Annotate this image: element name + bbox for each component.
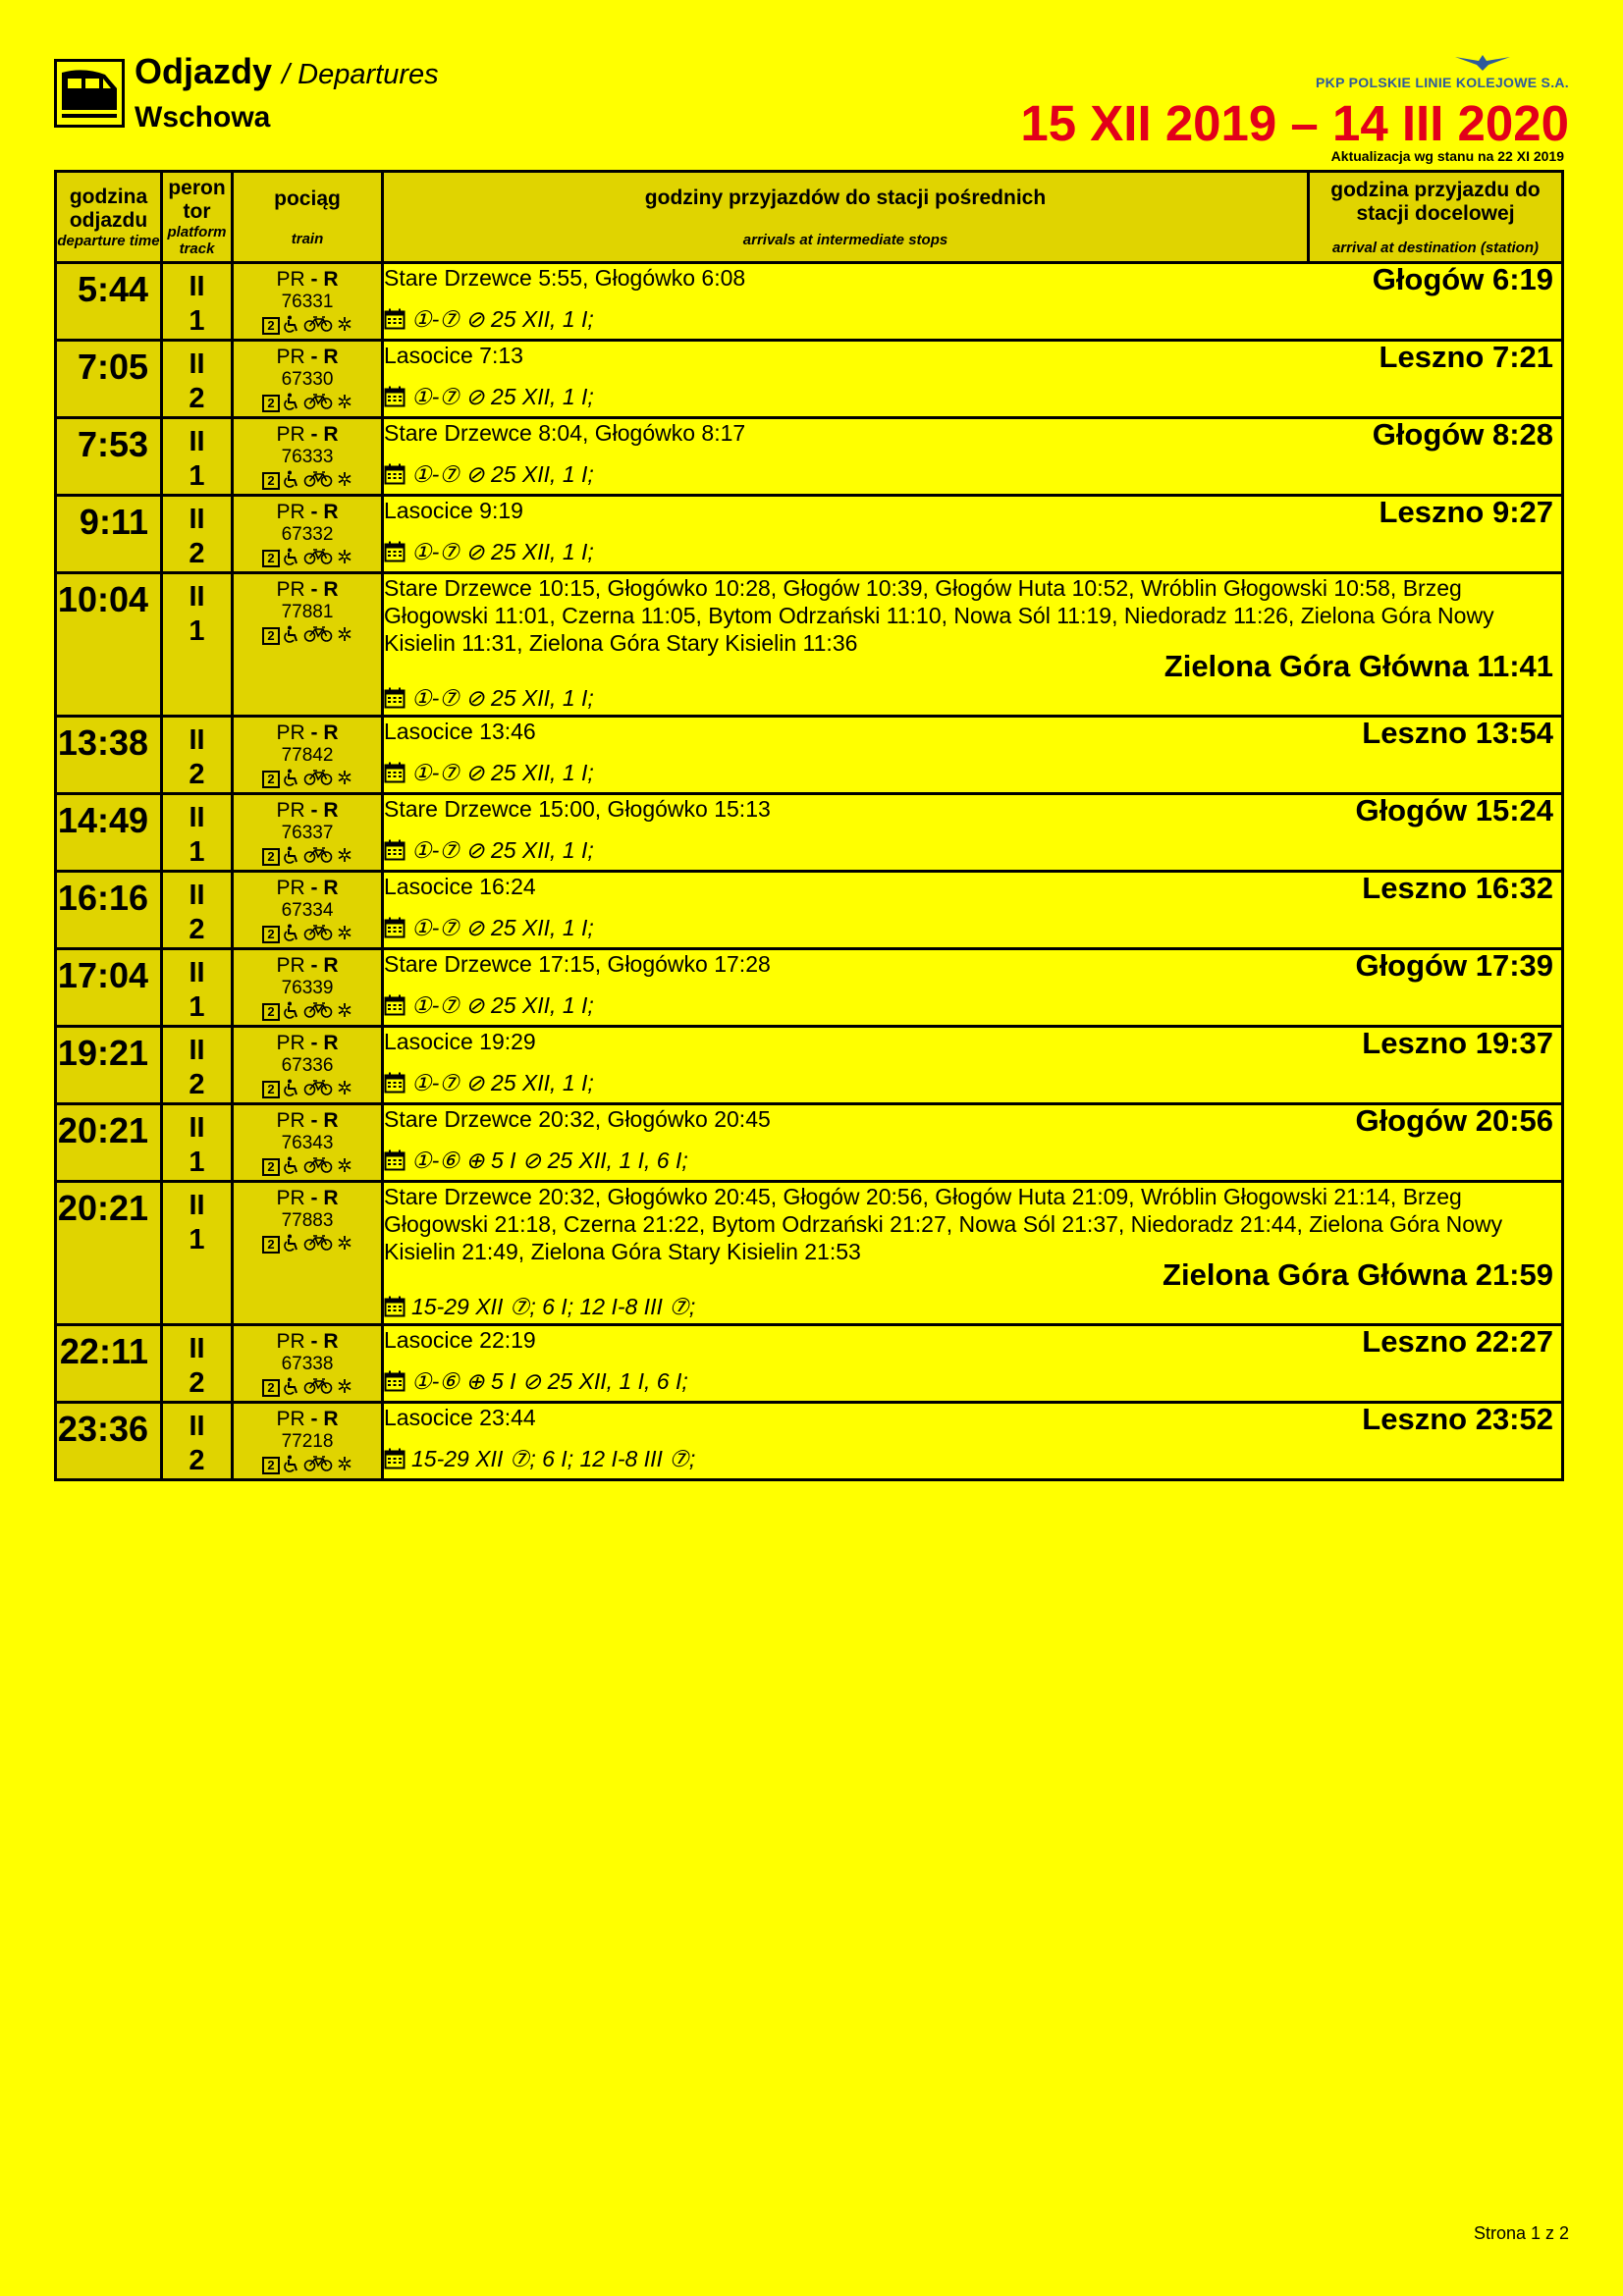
operating-days: ①-⑦ ⊘ 25 XII, 1 I; [384, 383, 1561, 413]
destination-arrival: Głogów 17:39 [1355, 948, 1553, 983]
bicycle-icon [303, 846, 333, 869]
train-cell [233, 717, 383, 794]
departure-time: 17:04 [57, 955, 148, 995]
train-services [234, 470, 381, 492]
operating-days: ①-⑦ ⊘ 25 XII, 1 I; [384, 1069, 1561, 1099]
header-intermediate-stops: godziny przyjazdów do stacji pośrednich arrivals at intermediate stops [383, 172, 1309, 263]
platform: II [189, 1190, 205, 1221]
platform-track-cell [162, 1027, 233, 1104]
track: 2 [189, 1445, 205, 1476]
train-category: PR - R [276, 954, 339, 977]
table-row [56, 1182, 1563, 1325]
platform-track-cell [162, 573, 233, 717]
air-conditioning-icon [337, 847, 352, 868]
wheelchair-icon [284, 1001, 299, 1024]
operating-days: ①-⑦ ⊘ 25 XII, 1 I; [384, 836, 1561, 867]
table-row [56, 263, 1563, 341]
train-services [234, 548, 381, 569]
departure-time-cell [56, 949, 162, 1027]
table-row [56, 1325, 1563, 1403]
platform-track-cell [162, 496, 233, 573]
train-category: PR - R [276, 578, 339, 601]
table-row [56, 341, 1563, 418]
train-number: 76343 [281, 1133, 334, 1153]
second-class-icon: 2 [262, 395, 280, 412]
second-class-icon: 2 [262, 1457, 280, 1474]
stops-cell [383, 263, 1563, 341]
destination-arrival: Leszno 19:37 [1362, 1026, 1553, 1060]
platform-track-cell [162, 418, 233, 496]
intermediate-stops: Stare Drzewce 15:00, Głogówko 15:13 [384, 796, 771, 822]
platform-track-cell [162, 794, 233, 872]
destination-arrival: Głogów 15:24 [1355, 793, 1553, 828]
stops-cell [383, 717, 1563, 794]
departure-time: 7:53 [77, 424, 148, 464]
train-services [234, 1377, 381, 1399]
train-cell [233, 949, 383, 1027]
train-number: 67334 [281, 900, 334, 921]
train-category: PR - R [276, 1330, 339, 1353]
stops-cell [383, 1027, 1563, 1104]
wheelchair-icon [284, 393, 299, 415]
page-number: Strona 1 z 2 [1473, 2223, 1569, 2243]
table-row [56, 949, 1563, 1027]
operating-days: ①-⑦ ⊘ 25 XII, 1 I; [384, 991, 1561, 1022]
intermediate-stops: Stare Drzewce 10:15, Głogówko 10:28, Głogów 10:39, Głogów Huta 10:52, Wróblin Głogowski 10:58, Brzeg Głogowski 11:01, Czerna 11:05, Bytom Odrzański 11:10, Nowa Sól 11:19, Niedoradz 11:26, Zielona Góra Nowy Kisielin 11:31, Zielona Góra Stary Kisielin 11:36 [384, 575, 1494, 656]
bicycle-icon [303, 1377, 333, 1400]
intermediate-stops: Lasocice 7:13 [384, 343, 523, 368]
platform: II [189, 724, 205, 756]
departure-time-cell [56, 496, 162, 573]
table-row [56, 1403, 1563, 1480]
train-number: 76331 [281, 292, 334, 312]
table-row [56, 573, 1563, 717]
bicycle-icon [303, 625, 333, 648]
train-category: PR - R [276, 721, 339, 744]
train-cell [233, 1325, 383, 1403]
departure-time: 9:11 [79, 502, 148, 542]
air-conditioning-icon [337, 394, 352, 414]
air-conditioning-icon [337, 549, 352, 569]
train-cell [233, 496, 383, 573]
bicycle-icon [303, 1001, 333, 1024]
departures-table [54, 170, 1564, 1481]
air-conditioning-icon [337, 1080, 352, 1100]
pkp-wings-icon [1453, 51, 1512, 73]
second-class-icon: 2 [262, 1003, 280, 1021]
title-pl: Odjazdy [135, 51, 273, 91]
operating-days: ①-⑦ ⊘ 25 XII, 1 I; [384, 684, 1561, 715]
stops-cell [383, 496, 1563, 573]
departure-time: 20:21 [57, 1110, 148, 1150]
platform: II [189, 504, 205, 535]
validity-period: 15 XII 2019 – 14 III 2020 [1020, 95, 1569, 151]
operating-days: ①-⑦ ⊘ 25 XII, 1 I; [384, 305, 1561, 336]
train-category: PR - R [276, 1109, 339, 1132]
bicycle-icon [303, 393, 333, 415]
intermediate-stops: Stare Drzewce 20:32, Głogówko 20:45 [384, 1106, 771, 1132]
train-cell [233, 263, 383, 341]
station-name: Wschowa [135, 101, 271, 133]
train-cell [233, 418, 383, 496]
train-number: 77842 [281, 745, 334, 766]
second-class-icon: 2 [262, 317, 280, 335]
track: 2 [189, 759, 205, 790]
track: 2 [189, 1367, 205, 1399]
calendar-icon [384, 762, 406, 789]
intermediate-stops: Stare Drzewce 8:04, Głogówko 8:17 [384, 420, 746, 446]
track: 1 [189, 305, 205, 337]
destination-arrival: Zielona Góra Główna 11:41 [1163, 649, 1553, 683]
wheelchair-icon [284, 470, 299, 493]
train-category: PR - R [276, 1408, 339, 1430]
intermediate-stops: Lasocice 9:19 [384, 498, 523, 523]
departure-time-cell [56, 1403, 162, 1480]
table-row [56, 717, 1563, 794]
air-conditioning-icon [337, 1235, 352, 1255]
air-conditioning-icon [337, 770, 352, 790]
platform: II [189, 1112, 205, 1144]
calendar-icon [384, 308, 406, 336]
train-services [234, 1156, 381, 1178]
calendar-icon [384, 1072, 406, 1099]
train-number: 67330 [281, 369, 334, 390]
air-conditioning-icon [337, 1378, 352, 1399]
track: 1 [189, 460, 205, 492]
train-number: 77881 [281, 602, 334, 622]
table-row [56, 1027, 1563, 1104]
wheelchair-icon [284, 1234, 299, 1256]
air-conditioning-icon [337, 626, 352, 647]
departure-time: 5:44 [77, 269, 148, 309]
header-train: pociąg train [233, 172, 383, 263]
destination-arrival: Leszno 13:54 [1362, 716, 1553, 750]
bicycle-icon [303, 315, 333, 338]
departure-time: 16:16 [57, 878, 148, 918]
platform-track-cell [162, 949, 233, 1027]
bicycle-icon [303, 924, 333, 946]
train-services [234, 769, 381, 790]
table-row [56, 418, 1563, 496]
track: 2 [189, 1069, 205, 1100]
destination-arrival: Leszno 23:52 [1362, 1402, 1553, 1436]
update-note: Aktualizacja wg stanu na 22 XI 2019 [1330, 148, 1564, 164]
destination-arrival: Leszno 16:32 [1362, 871, 1553, 905]
second-class-icon: 2 [262, 1379, 280, 1397]
destination-arrival: Głogów 6:19 [1372, 262, 1553, 296]
bicycle-icon [303, 1079, 333, 1101]
platform-track-cell [162, 717, 233, 794]
train-cell [233, 794, 383, 872]
intermediate-stops: Lasocice 13:46 [384, 719, 536, 744]
operating-days: 15-29 XII ⑦; 6 I; 12 I-8 III ⑦; [384, 1445, 1561, 1475]
stops-cell [383, 1182, 1563, 1325]
platform: II [189, 348, 205, 380]
calendar-icon [384, 386, 406, 413]
track: 2 [189, 383, 205, 414]
destination-arrival: Leszno 9:27 [1379, 495, 1553, 529]
train-category: PR - R [276, 1032, 339, 1054]
departure-time: 19:21 [57, 1033, 148, 1073]
table-row [56, 872, 1563, 949]
destination-arrival: Głogów 8:28 [1372, 417, 1553, 452]
train-cell [233, 1027, 383, 1104]
operator-logo [1316, 51, 1571, 92]
header-departure-time: godzina odjazdu departure time [56, 172, 162, 263]
track: 1 [189, 991, 205, 1023]
intermediate-stops: Lasocice 23:44 [384, 1405, 536, 1430]
track: 1 [189, 836, 205, 868]
platform-track-cell [162, 341, 233, 418]
train-services [234, 315, 381, 337]
departure-time-cell [56, 341, 162, 418]
train-cell [233, 1104, 383, 1182]
second-class-icon: 2 [262, 848, 280, 866]
train-category: PR - R [276, 877, 339, 899]
air-conditioning-icon [337, 1157, 352, 1178]
operating-days: ①-⑦ ⊘ 25 XII, 1 I; [384, 759, 1561, 789]
bicycle-icon [303, 769, 333, 791]
train-services [234, 393, 381, 414]
departure-time: 13:38 [57, 722, 148, 763]
calendar-icon [384, 1448, 406, 1475]
platform: II [189, 1411, 205, 1442]
destination-arrival: Leszno 7:21 [1379, 340, 1553, 374]
platform-track-cell [162, 1182, 233, 1325]
train-category: PR - R [276, 423, 339, 446]
departure-time: 14:49 [57, 800, 148, 840]
platform: II [189, 957, 205, 988]
train-services [234, 1079, 381, 1100]
track: 1 [189, 615, 205, 647]
wheelchair-icon [284, 1455, 299, 1477]
platform: II [189, 1333, 205, 1364]
stops-cell [383, 1104, 1563, 1182]
track: 2 [189, 538, 205, 569]
departure-time-cell [56, 1104, 162, 1182]
bicycle-icon [303, 548, 333, 570]
train-services [234, 1001, 381, 1023]
header-destination: godzina przyjazdu do stacji docelowej arrival at destination (station) [1309, 172, 1563, 263]
wheelchair-icon [284, 924, 299, 946]
departure-time-cell [56, 794, 162, 872]
operating-days: ①-⑦ ⊘ 25 XII, 1 I; [384, 460, 1561, 491]
train-services [234, 625, 381, 647]
departure-time-cell [56, 872, 162, 949]
second-class-icon: 2 [262, 1158, 280, 1176]
departure-time: 22:11 [59, 1331, 148, 1371]
second-class-icon: 2 [262, 472, 280, 490]
header-platform-track: peron tor platform track [162, 172, 233, 263]
wheelchair-icon [284, 625, 299, 648]
departure-time: 10:04 [57, 579, 148, 619]
train-category: PR - R [276, 1187, 339, 1209]
bicycle-icon [303, 1234, 333, 1256]
air-conditioning-icon [337, 471, 352, 492]
platform-track-cell [162, 1325, 233, 1403]
train-number: 76339 [281, 978, 334, 998]
bicycle-icon [303, 470, 333, 493]
destination-arrival: Zielona Góra Główna 21:59 [1163, 1257, 1553, 1292]
second-class-icon: 2 [262, 771, 280, 788]
table-row [56, 1104, 1563, 1182]
train-services [234, 846, 381, 868]
intermediate-stops: Stare Drzewce 20:32, Głogówko 20:45, Głogów 20:56, Głogów Huta 21:09, Wróblin Głogowski 21:14, Brzeg Głogowski 21:18, Czerna 21:22, Bytom Odrzański 21:27, Nowa Sól 21:37, Niedoradz 21:44, Zielona Góra Nowy Kisielin 21:49, Zielona Góra Stary Kisielin 21:53 [384, 1184, 1503, 1264]
track: 2 [189, 914, 205, 945]
train-number: 67332 [281, 524, 334, 545]
wheelchair-icon [284, 1156, 299, 1179]
intermediate-stops: Lasocice 19:29 [384, 1029, 536, 1054]
calendar-icon [384, 994, 406, 1022]
calendar-icon [384, 1149, 406, 1177]
wheelchair-icon [284, 769, 299, 791]
departure-time-cell [56, 1182, 162, 1325]
train-cell [233, 341, 383, 418]
stops-cell [383, 794, 1563, 872]
platform: II [189, 581, 205, 613]
train-number: 77883 [281, 1210, 334, 1231]
page-title [135, 51, 439, 92]
table-row [56, 496, 1563, 573]
train-category: PR - R [276, 346, 339, 368]
train-cell [233, 872, 383, 949]
wheelchair-icon [284, 846, 299, 869]
train-number: 76333 [281, 447, 334, 467]
wheelchair-icon [284, 315, 299, 338]
second-class-icon: 2 [262, 627, 280, 645]
train-number: 76337 [281, 823, 334, 843]
train-number: 67338 [281, 1354, 334, 1374]
bicycle-icon [303, 1156, 333, 1179]
operating-days: ①-⑥ ⊕ 5 I ⊘ 25 XII, 1 I, 6 I; [384, 1367, 1561, 1398]
stops-cell [383, 949, 1563, 1027]
platform: II [189, 426, 205, 457]
bicycle-icon [303, 1455, 333, 1477]
departure-time-cell [56, 1027, 162, 1104]
operating-days: 15-29 XII ⑦; 6 I; 12 I-8 III ⑦; [384, 1293, 1561, 1323]
platform-track-cell [162, 263, 233, 341]
intermediate-stops: Lasocice 22:19 [384, 1327, 536, 1353]
stops-cell [383, 872, 1563, 949]
operating-days: ①-⑥ ⊕ 5 I ⊘ 25 XII, 1 I, 6 I; [384, 1147, 1561, 1177]
departure-time: 7:05 [77, 347, 148, 387]
air-conditioning-icon [337, 925, 352, 945]
train-cell [233, 1182, 383, 1325]
train-category: PR - R [276, 501, 339, 523]
calendar-icon [384, 541, 406, 568]
train-services [234, 924, 381, 945]
second-class-icon: 2 [262, 926, 280, 943]
intermediate-stops: Lasocice 16:24 [384, 874, 536, 899]
train-services [234, 1455, 381, 1476]
operating-days: ①-⑦ ⊘ 25 XII, 1 I; [384, 914, 1561, 944]
intermediate-stops: Stare Drzewce 17:15, Głogówko 17:28 [384, 951, 771, 977]
stops-cell [383, 1325, 1563, 1403]
platform-track-cell [162, 1403, 233, 1480]
operator-name: PKP POLSKIE LINIE KOLEJOWE S.A. [1316, 75, 1569, 90]
calendar-icon [384, 917, 406, 944]
platform-track-cell [162, 1104, 233, 1182]
calendar-icon [384, 1296, 406, 1323]
train-icon [54, 59, 125, 128]
departure-time-cell [56, 1325, 162, 1403]
air-conditioning-icon [337, 1456, 352, 1476]
stops-cell [383, 573, 1563, 717]
stops-cell [383, 1403, 1563, 1480]
train-cell [233, 1403, 383, 1480]
destination-arrival: Leszno 22:27 [1362, 1324, 1553, 1359]
wheelchair-icon [284, 548, 299, 570]
second-class-icon: 2 [262, 1081, 280, 1098]
train-number: 77218 [281, 1431, 334, 1452]
platform: II [189, 1035, 205, 1066]
track: 1 [189, 1147, 205, 1178]
departure-time-cell [56, 573, 162, 717]
wheelchair-icon [284, 1079, 299, 1101]
departure-time-cell [56, 263, 162, 341]
departure-time-cell [56, 418, 162, 496]
departure-time-cell [56, 717, 162, 794]
departure-time: 20:21 [57, 1188, 148, 1228]
calendar-icon [384, 1370, 406, 1398]
calendar-icon [384, 463, 406, 491]
intermediate-stops: Stare Drzewce 5:55, Głogówko 6:08 [384, 265, 746, 291]
train-category: PR - R [276, 799, 339, 822]
operating-days: ①-⑦ ⊘ 25 XII, 1 I; [384, 538, 1561, 568]
air-conditioning-icon [337, 316, 352, 337]
calendar-icon [384, 687, 406, 715]
track: 1 [189, 1224, 205, 1255]
platform: II [189, 271, 205, 302]
platform-track-cell [162, 872, 233, 949]
air-conditioning-icon [337, 1002, 352, 1023]
wheelchair-icon [284, 1377, 299, 1400]
departure-time: 23:36 [57, 1409, 148, 1449]
train-services [234, 1234, 381, 1255]
second-class-icon: 2 [262, 1236, 280, 1254]
table-row [56, 794, 1563, 872]
destination-arrival: Głogów 20:56 [1355, 1103, 1553, 1138]
stops-cell [383, 418, 1563, 496]
stops-cell [383, 341, 1563, 418]
train-category: PR - R [276, 268, 339, 291]
train-cell [233, 573, 383, 717]
platform: II [189, 802, 205, 833]
platform: II [189, 880, 205, 911]
train-number: 67336 [281, 1055, 334, 1076]
title-en: / Departures [282, 59, 439, 90]
calendar-icon [384, 839, 406, 867]
table-header [56, 172, 1563, 263]
second-class-icon: 2 [262, 550, 280, 567]
